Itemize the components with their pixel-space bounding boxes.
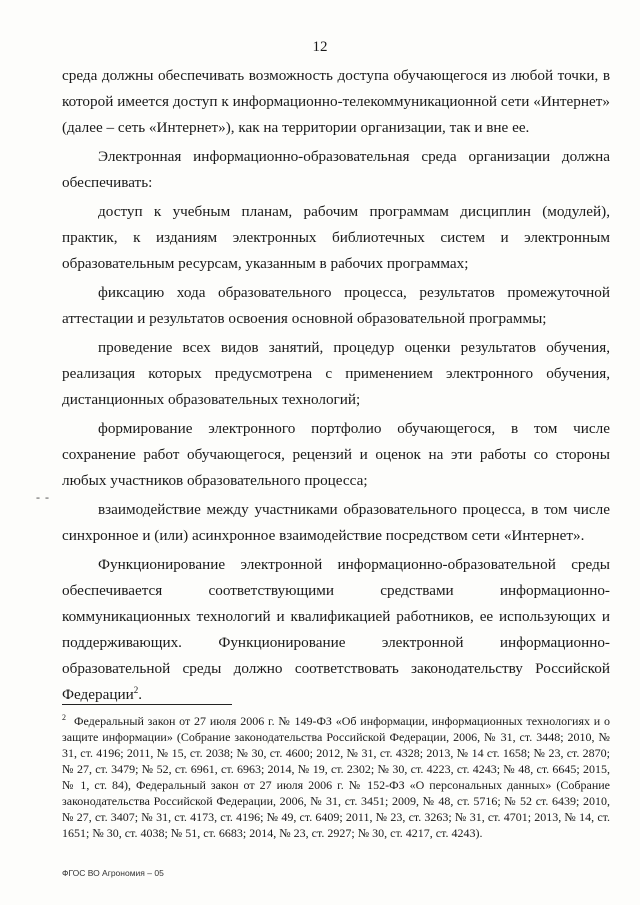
page-footer: ФГОС ВО Агрономия – 05	[62, 868, 164, 878]
paragraph-item-access: доступ к учебным планам, рабочим программам дисциплин (модулей), практик, к изданиям электронных библиотечных систем и электронным образовательным ресурсам, указанным в рабочих программах;	[62, 203, 610, 272]
footnote	[62, 713, 610, 841]
paragraph-continuation: среда должны обеспечивать возможность доступа обучающегося из любой точки, в которой имеется доступ к информационно-телекоммуникационной сети «Интернет» (далее – сеть «Интернет»), как на территории организации, так и вне ее.	[62, 67, 610, 136]
scan-artifact-dash: - -	[36, 490, 50, 504]
paragraph-functioning-text: Функционирование электронной информационно-образовательной среды обеспечивается соответствующими средствами информационно-коммуникационных технологий и квалификацией работников, ее использующих и поддерживающих. Функционирование электронной информационно-образовательной среды должно соответствовать законодательству Российской Федерации	[62, 556, 610, 703]
document-body	[62, 63, 610, 708]
paragraph-item-portfolio: формирование электронного портфолио обучающегося, в том числе сохранение работ обучающегося, рецензий и оценок на эти работы со стороны любых участников образовательного процесса;	[62, 420, 610, 489]
paragraph-eios-intro: Электронная информационно-образовательная среда организации должна обеспечивать:	[62, 148, 610, 191]
paragraph-functioning: Функционирование электронной информационно-образовательной среды обеспечивается соответствующими средствами информационно-коммуникационных технологий и квалификацией работников, ее использующих и поддерживающих. Функционирование электронной информационно-образовательной среды должно соответствовать законодательству Российской Федерации$^2$.	[62, 556, 610, 703]
paragraph-item-interaction: взаимодействие между участниками образовательного процесса, в том числе синхронное и (или) асинхронное взаимодействие посредством сети «Интернет».	[62, 501, 610, 544]
paragraph-item-fixation: фиксацию хода образовательного процесса, результатов промежуточной аттестации и результатов освоения основной образовательной программы;	[62, 284, 610, 327]
footnote-text: Федеральный закон от 27 июля 2006 г. № 149-ФЗ «Об информации, информационных технологиях и о защите информации» (Собрание законодательства Российской Федерации, 2006, № 31, ст. 3448; 2010, № 31, ст. 4196; 2011, № 15, ст. 2038; № 30, ст. 4600; 2012, № 31, ст. 4328; 2013, № 14 ст. 1658; № 23, ст. 2870; № 27, ст. 3479; № 52, ст. 6961, ст. 6963; 2014, № 19, ст. 2302; № 30, ст. 4223, ст. 4243; № 48, ст. 6645; 2015, № 1, ст. 84), Федеральный закон от 27 июля 2006 г. № 152-ФЗ «О персональных данных» (Собрание законодательства Российской Федерации, 2006, № 31, ст. 3451; 2009, № 48, ст. 5716; № 52 ст. 6439; 2010, № 27, ст. 3407; № 31, ст. 4173, ст. 4196; № 49, ст. 6409; 2011, № 23, ст. 3263; № 31, ст. 4701; 2013, № 14, ст. 1651; № 30, ст. 4038; № 51, ст. 6683; 2014, № 23, ст. 2927; № 30, ст. 4217, ст. 4243).	[62, 714, 610, 840]
footnote-divider	[62, 704, 232, 705]
footnote-marker: 2	[62, 713, 66, 722]
page-number: 12	[312, 39, 328, 55]
paragraph-item-classes: проведение всех видов занятий, процедур оценки результатов обучения, реализация которых предусмотрена с применением электронного обучения, дистанционных образовательных технологий;	[62, 339, 610, 408]
footnote-reference[interactable]: 2	[133, 684, 139, 695]
